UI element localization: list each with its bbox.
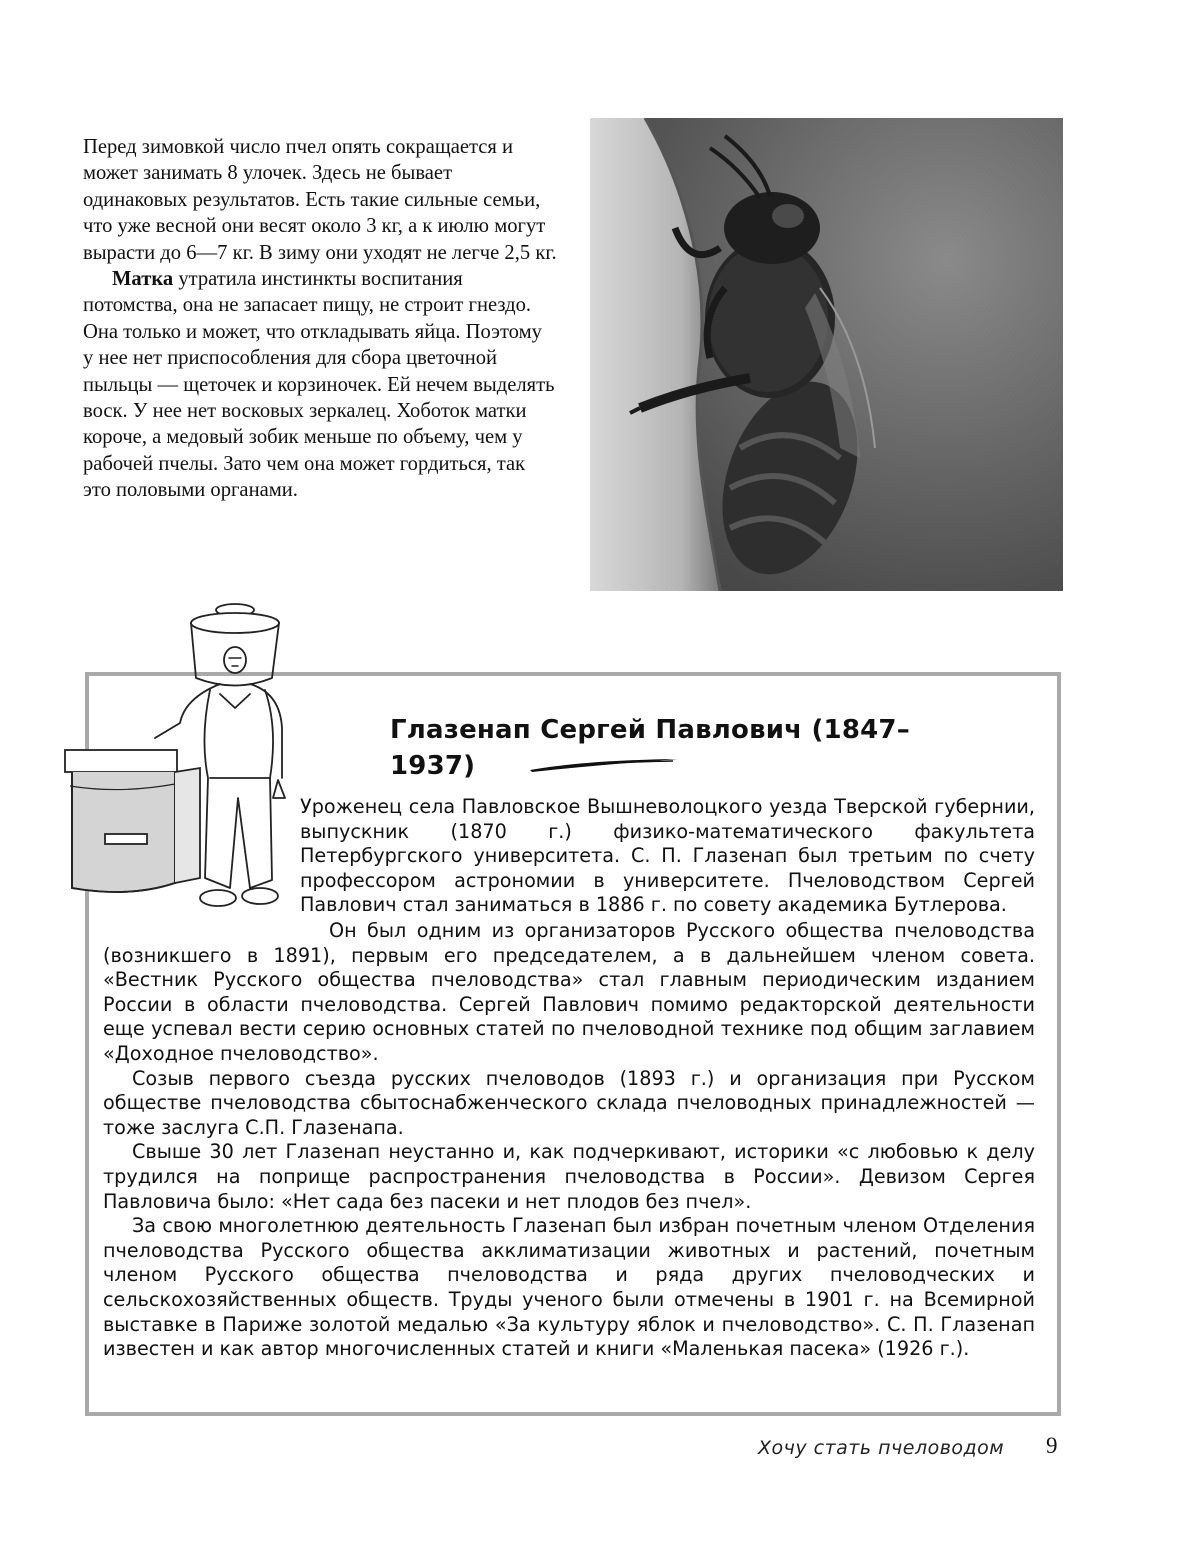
term-queen: Матка [112, 268, 174, 291]
page-number: 9 [1046, 1433, 1058, 1458]
biography-paragraph-5: За свою многолетнюю деятельность Глазенап был избран почетным членом Отделения пчеловодства Русского общества акклиматизации животных и растений, почетным членом Русского общества пчеловодства и ряда других пчеловодческих и сельскохозяйственных обществ. Труды ученого были отмечены в 1901 г. на Всемирной выставке в Париже золотой медалью «За культуру яблок и пчеловодство». С. П. Глазенап известен и как автор многочисленных статей и книги «Маленькая пасека» (1926 г.). [103, 1214, 1035, 1361]
biography-text-top [300, 795, 1035, 918]
intro-paragraph-2 [83, 266, 557, 504]
biography-text-main [103, 919, 1035, 1362]
beekeeper-illustration [60, 598, 305, 938]
title-underline-swash [528, 756, 683, 774]
biography-paragraph-4: Свыше 30 лет Глазенап неустанно и, как подчеркивают, историки «с любовью к делу трудился на поприще распространения пчеловодства в России». Девизом Сергея Павловича было: «Нет сада без пасеки и нет плодов без пчел». [103, 1140, 1035, 1213]
intro-paragraph-1: Перед зимовкой число пчел опять сокращается и может занимать 8 улочек. Здесь не бывает одинаковых результатов. Есть такие сильные семьи, что уже весной они весят около 3 кг, а к июлю могут вырасти до 6—7 кг. В зиму они уходят не легче 2,5 кг. [83, 136, 557, 264]
bee-illustration [590, 118, 1063, 591]
biography-paragraph-1: Уроженец села Павловское Вышневолоцкого уезда Тверской губернии, выпускник (1870 г.) физико-математического факультета Петербургского университета. С. П. Глазенап был третьим по счету профессором астрономии в университете. Пчеловодством Сергей Павлович стал заниматься в 1886 г. по совету академика Бутлерова. [300, 795, 1035, 917]
intro-paragraph-2-text: утратила инстинкты воспитания потомства, она не запасает пищу, не строит гнездо. Она только и может, что откладывать яйца. Поэтому у нее нет приспособления для сбора цветочной пыльцы — щеточек и корзиночек. Ей нечем выделять воск. У нее нет восковых зеркалец. Хоботок матки короче, а медовый зобик меньше по объему, чем у рабочей пчелы. Зато чем она может гордиться, так это половыми органами. [83, 268, 555, 502]
biography-title: Глазенап Сергей Павлович (1847–1937) [390, 715, 910, 781]
intro-text [83, 134, 557, 504]
bee-photo [590, 118, 1063, 591]
running-footer-title: Хочу стать пчеловодом [758, 1437, 1005, 1459]
biography-paragraph-3: Созыв первого съезда русских пчеловодов (1893 г.) и организация при Русском обществе пчеловодства сбытоснабженческого склада пчеловодных принадлежностей — тоже заслуга С.П. Глазенапа. [103, 1066, 1035, 1139]
biography-paragraph-2: Он был одним из организаторов Русского общества пчеловодства (возникшего в 1891), первым его председателем, а в дальнейшем членом совета. «Вестник Русского общества пчеловодства» стал главным периодическим изданием России в области пчеловодства. Сергей Павлович помимо редакторской деятельности еще успевал вести серию основных статей по пчеловодной технике под общим заглавием «Доходное пчеловодство». [103, 919, 1035, 1065]
